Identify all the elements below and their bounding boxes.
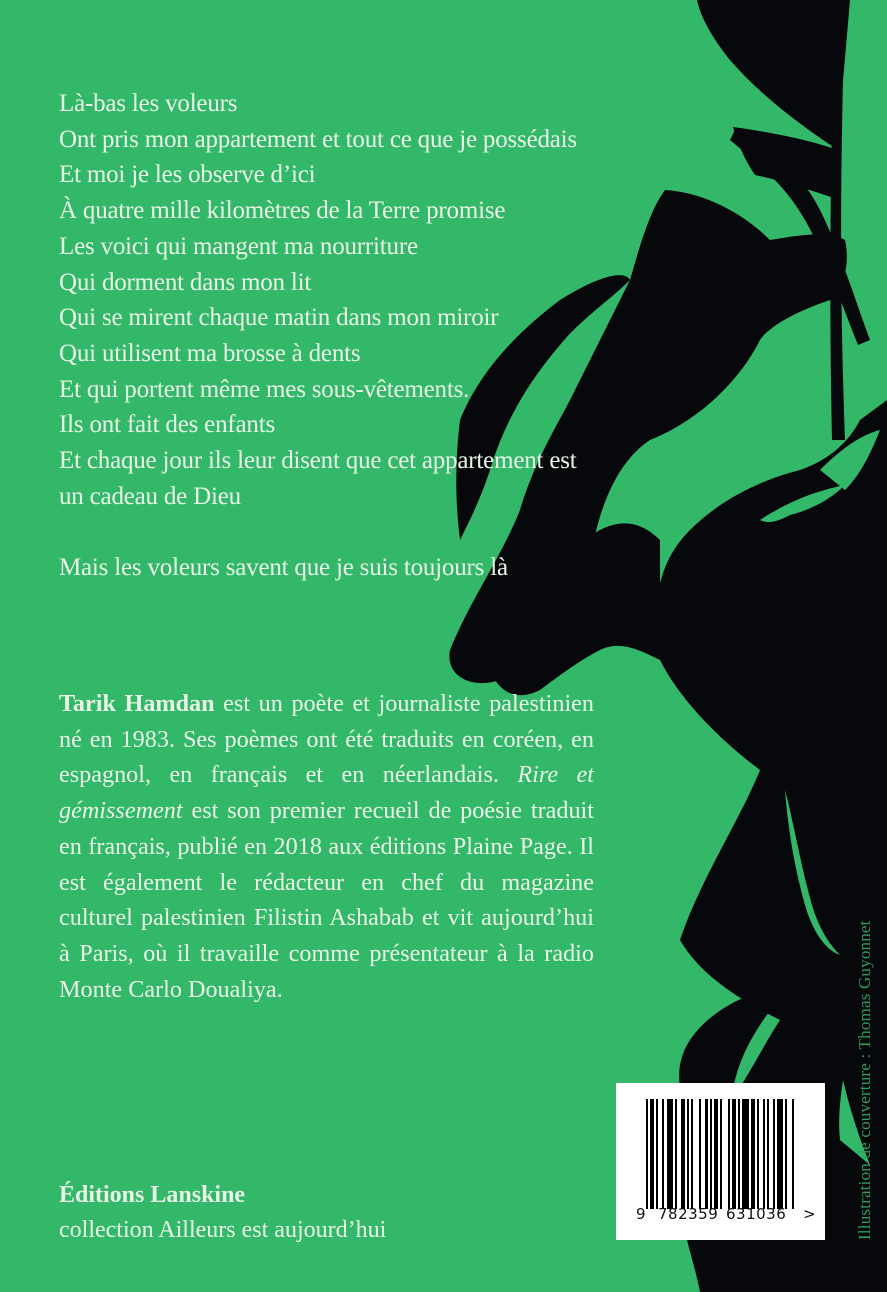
- isbn-group-1: 782359: [658, 1205, 719, 1223]
- poem-line: À quatre mille kilomètres de la Terre promise: [59, 197, 506, 225]
- author-name: Tarik Hamdan: [59, 690, 215, 717]
- collection-name: collection Ailleurs est aujourd’hui: [59, 1217, 387, 1243]
- poem-line: Qui se mirent chaque matin dans mon miroir: [59, 304, 499, 332]
- isbn-prefix: 9: [636, 1205, 646, 1223]
- poem-line: Ils ont fait des enfants: [59, 411, 275, 439]
- bio-text-part-1: est un poète et journaliste palestinien né en 1983. Ses poèmes ont été traduits en coréen, en espagnol, en français et en néerlandais.: [59, 690, 594, 789]
- barcode-bars: [646, 1099, 796, 1209]
- illustration-credit: Illustration de couverture : Thomas Guyonnet: [855, 920, 874, 1240]
- stanza-break: [59, 514, 577, 550]
- isbn-group-2: 631036: [726, 1205, 787, 1223]
- bio-text-part-2: est son premier recueil de poésie traduit en français, publié en 2018 aux éditions Plaine Page. Il est également le rédacteur en chef du magazine culturel palestinien Filistin Ashabab et vit aujourd’hui à Paris, où il travaille comme présentateur à la radio Monte Carlo Doualiya.: [59, 797, 594, 1003]
- poem-excerpt: [59, 86, 577, 586]
- poem-line: Qui dorment dans mon lit: [59, 268, 312, 296]
- poem-line: un cadeau de Dieu: [59, 482, 241, 510]
- isbn-barcode: [616, 1083, 825, 1240]
- publisher-block: [59, 1178, 386, 1248]
- book-title: Rire et gémissement: [59, 761, 594, 825]
- quiet-zone-mark: >: [803, 1205, 816, 1223]
- author-biography: [59, 686, 594, 1007]
- poem-line: Qui utilisent ma brosse à dents: [59, 339, 361, 367]
- poem-line: Mais les voleurs savent que je suis toujours là: [59, 554, 508, 582]
- poem-line: Et qui portent même mes sous-vêtements.: [59, 375, 470, 403]
- poem-line: Là-bas les voleurs: [59, 90, 238, 117]
- publisher-name: Éditions Lanskine: [59, 1182, 246, 1208]
- poem-line: Et moi je les observe d’ici: [59, 161, 316, 189]
- poem-line: Et chaque jour ils leur disent que cet appartement est: [59, 447, 577, 475]
- poem-line: Les voici qui mangent ma nourriture: [59, 232, 418, 260]
- poem-line: Ont pris mon appartement et tout ce que je possédais: [59, 125, 577, 153]
- barcode-bar: [794, 1099, 796, 1209]
